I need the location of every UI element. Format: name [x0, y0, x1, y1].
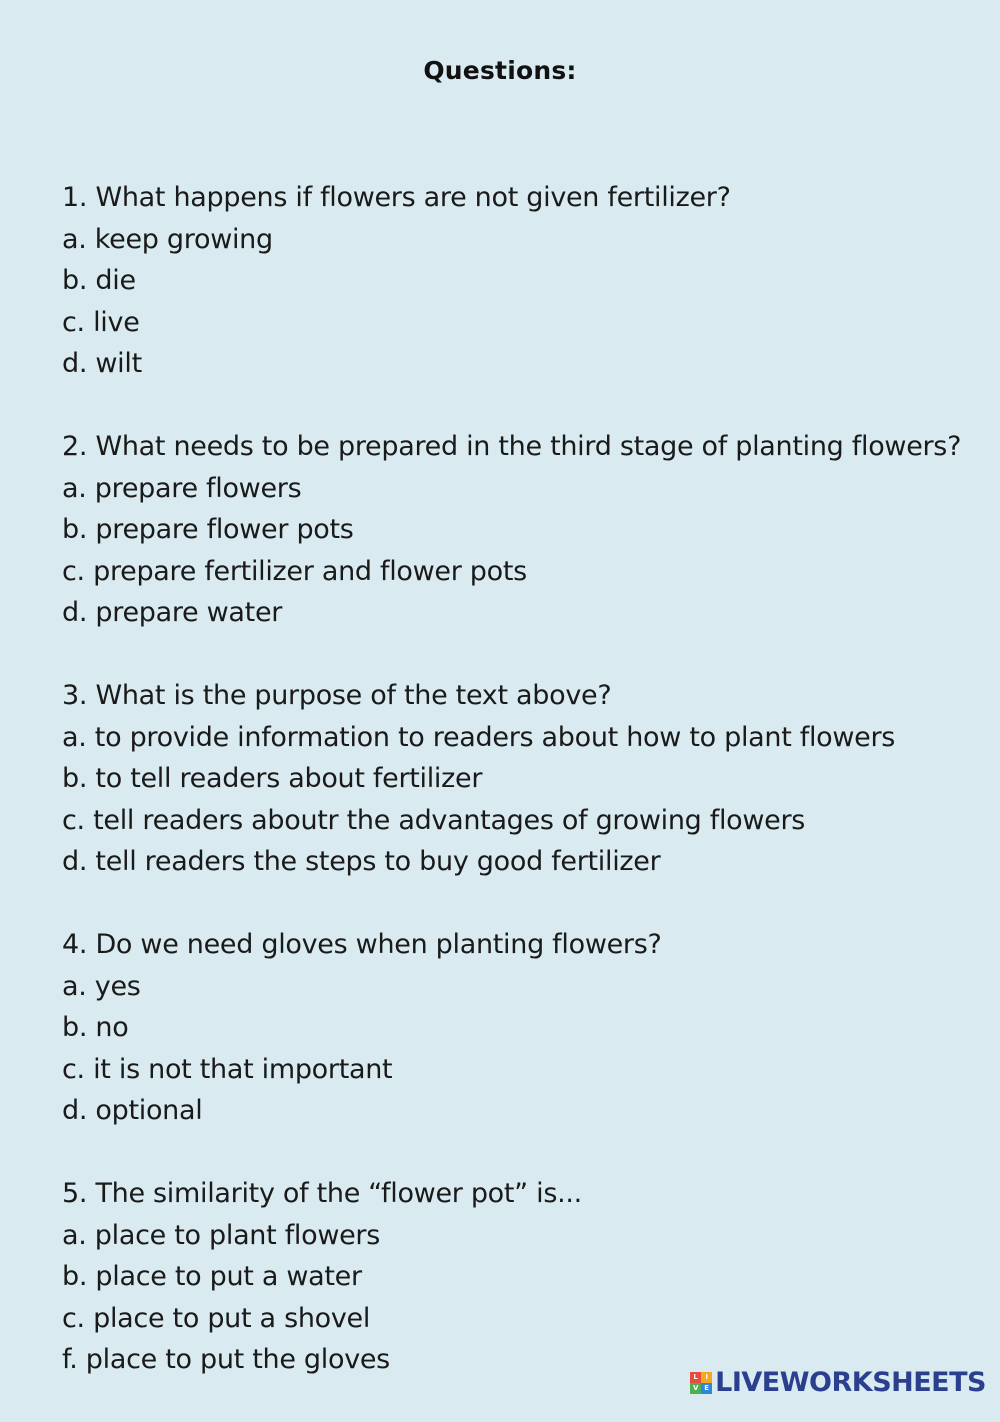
- question-text: 2. What needs to be prepared in the third stage of planting flowers?: [62, 431, 962, 462]
- liveworksheets-icon: [690, 1372, 712, 1394]
- option-a: a. prepare flowers: [62, 472, 302, 504]
- question-list: [62, 177, 962, 1422]
- option-b: b. no: [62, 1012, 129, 1043]
- question-block-2: [62, 426, 962, 634]
- option-b: b. die: [62, 265, 136, 296]
- question-block-5: [62, 1173, 962, 1381]
- logo-letter-v: V: [690, 1383, 701, 1394]
- option-c: c. prepare fertilizer and flower pots: [62, 555, 527, 587]
- option-c: c. live: [62, 306, 140, 338]
- option-a: a. keep growing: [62, 223, 273, 255]
- option-c: c. place to put a shovel: [62, 1302, 371, 1334]
- option-d: d. wilt: [62, 348, 142, 379]
- option-a: a. place to plant flowers: [62, 1219, 380, 1251]
- option-c: c. it is not that important: [62, 1053, 393, 1085]
- option-a: a. yes: [62, 970, 141, 1002]
- option-b: b. prepare flower pots: [62, 514, 354, 545]
- question-block-1: [62, 177, 962, 385]
- option-b: b. place to put a water: [62, 1261, 362, 1292]
- option-c: c. tell readers aboutr the advantages of growing flowers: [62, 804, 806, 836]
- question-block-4: [62, 924, 962, 1132]
- logo-letter-e: E: [701, 1383, 712, 1394]
- brand-name: LIVEWORKSHEETS: [715, 1367, 986, 1398]
- option-d: d. tell readers the steps to buy good fertilizer: [62, 846, 661, 877]
- option-a: a. to provide information to readers about how to plant flowers: [62, 721, 896, 753]
- question-text: 1. What happens if flowers are not given fertilizer?: [62, 182, 731, 213]
- logo-letter-i: I: [701, 1372, 712, 1383]
- option-f: f. place to put the gloves: [62, 1344, 390, 1375]
- question-text: 5. The similarity of the “flower pot” is...: [62, 1178, 582, 1209]
- question-text: 4. Do we need gloves when planting flowers?: [62, 929, 662, 960]
- question-text: 3. What is the purpose of the text above?: [62, 680, 612, 711]
- question-block-3: [62, 675, 962, 883]
- option-d: d. optional: [62, 1095, 203, 1126]
- option-d: d. prepare water: [62, 597, 283, 628]
- logo-letter-l: L: [690, 1372, 701, 1383]
- liveworksheets-logo: [690, 1367, 986, 1398]
- option-b: b. to tell readers about fertilizer: [62, 763, 483, 794]
- page-title: Questions:: [423, 56, 577, 85]
